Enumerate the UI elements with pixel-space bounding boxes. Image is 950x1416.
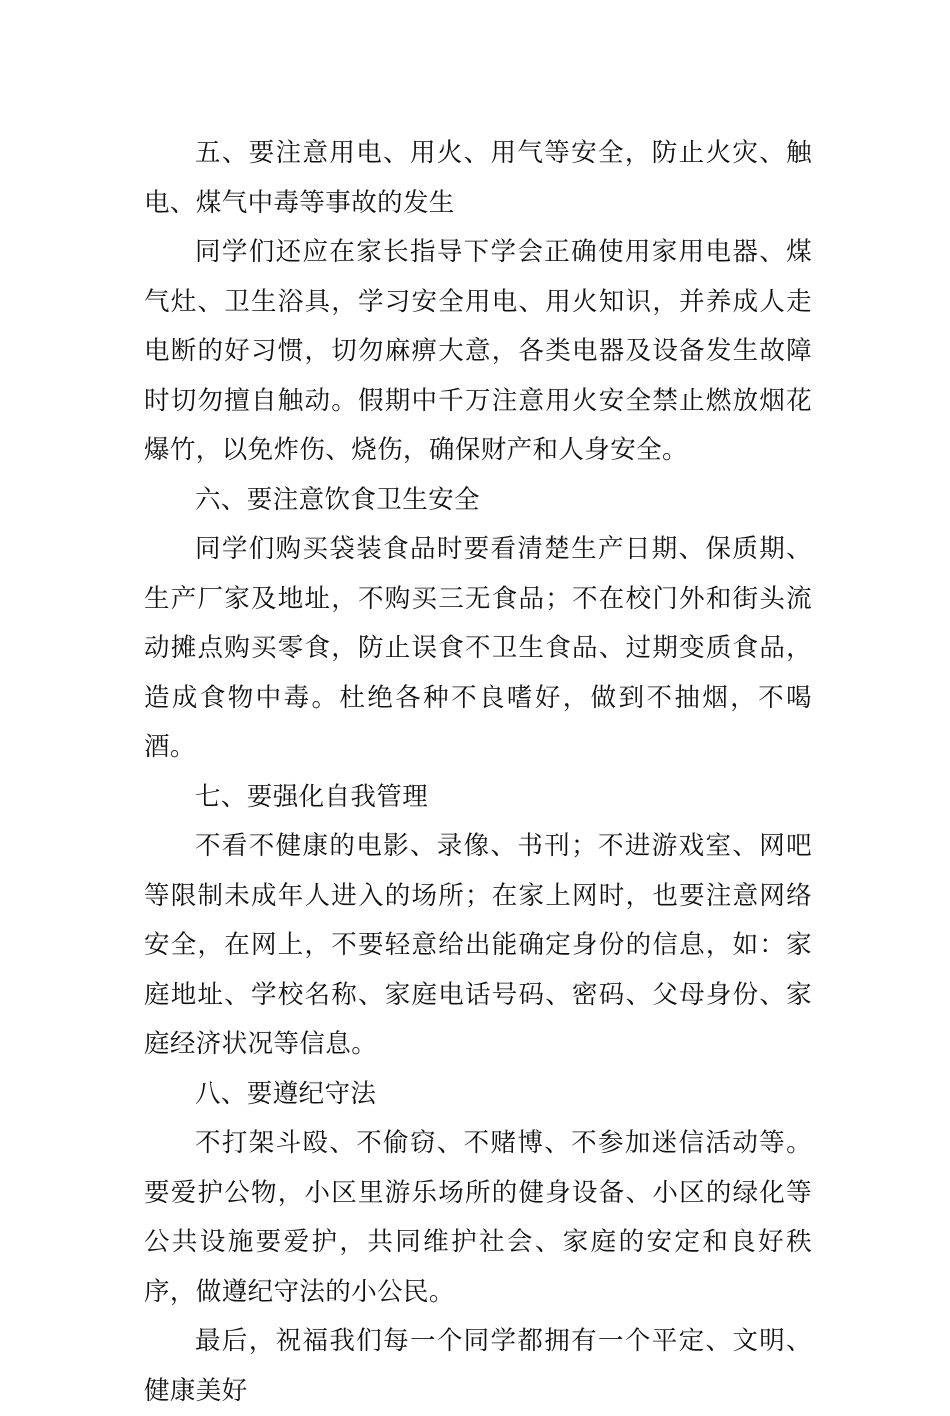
section-heading-electricity-fire-gas: 五、要注意用电、用火、用气等安全，防止火灾、触电、煤气中毒等事故的发生 (144, 138, 812, 218)
paragraph-electricity-fire-safety: 同学们还应在家长指导下学会正确使用家用电器、煤气灶、卫生浴具，学习安全用电、用火知识，并养成人走电断的好习惯，切勿麻痹大意，各类电器及设备发生故障时切勿擅自触动。假期中千万注意用火安全禁止燃放烟花爆竹，以免炸伤、烧伤，确保财产和人身安全。 (144, 237, 812, 465)
paragraph-closing: 最后，祝福我们每一个同学都拥有一个平定、文明、健康美好 (144, 1326, 812, 1406)
document-body (144, 129, 812, 1416)
paragraph-food-hygiene: 同学们购买袋装食品时要看清楚生产日期、保质期、生产厂家及地址，不购买三无食品；不在校门外和街头流动摊点购买零食，防止误食不卫生食品、过期变质食品，造成食物中毒。杜绝各种不良嗜好，做到不抽烟，不喝酒。 (144, 534, 812, 762)
section-heading-self-management: 七、要强化自我管理 (195, 781, 429, 812)
paragraph-law-abiding: 不打架斗殴、不偷窃、不赌博、不参加迷信活动等。要爱护公物，小区里游乐场所的健身设备、小区的绿化等公共设施要爱护，共同维护社会、家庭的安定和良好秩序，做遵纪守法的小公民。 (144, 1128, 812, 1307)
paragraph-self-management: 不看不健康的电影、录像、书刊；不进游戏室、网吧等限制未成年人进入的场所；在家上网时，也要注意网络安全，在网上，不要轻意给出能确定身份的信息，如：家庭地址、学校名称、家庭电话号码、密码、父母身份、家庭经济状况等信息。 (144, 831, 812, 1059)
section-heading-law-abiding: 八、要遵纪守法 (195, 1078, 377, 1109)
section-heading-food-hygiene: 六、要注意饮食卫生安全 (195, 484, 480, 515)
